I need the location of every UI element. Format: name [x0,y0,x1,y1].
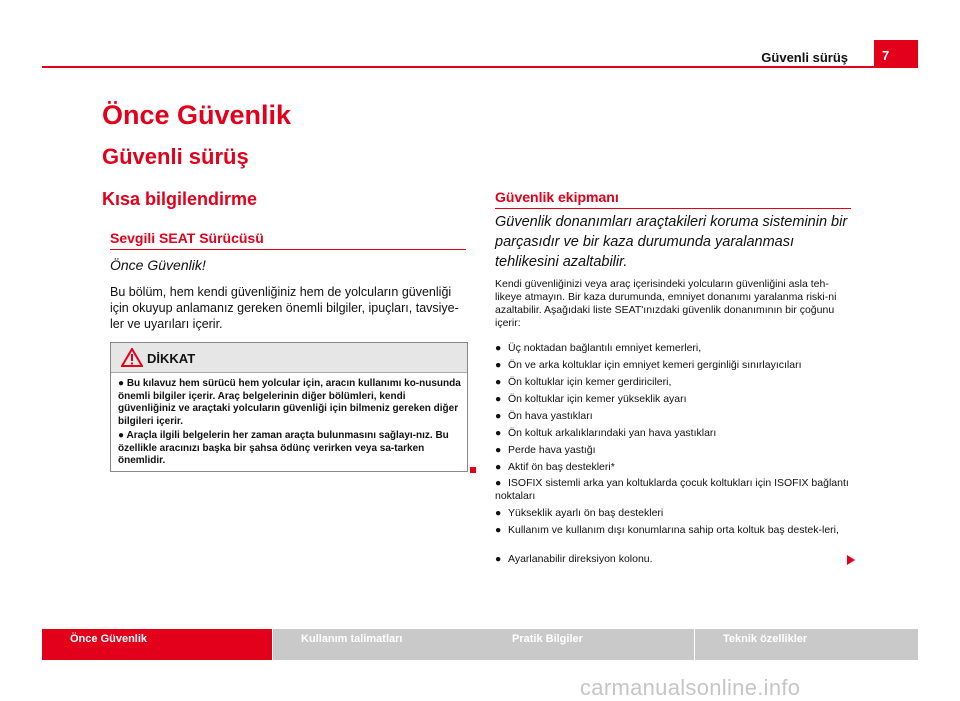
bullet-marker: ● [118,430,125,441]
warning-item [118,430,462,468]
chapter-title: Önce Güvenlik [102,100,292,130]
bullet-marker: ● [495,477,502,489]
list-item [495,410,855,423]
list-item-text: Aktif ön baş destekleri* [508,461,615,473]
list-item-text: Yükseklik ayarlı ön baş destekleri [508,507,664,519]
list-item [495,359,855,372]
warning-header [111,343,467,373]
list-item-text: Üç noktadan bağlantılı emniyet kemerleri, [508,342,702,354]
bullet-marker: ● [495,507,502,519]
body-paragraph: Kendi güvenliğinizi veya araç içerisindeki yolcuların güvenliğini asla teh-likeye atmayın. Bir kaza durumunda, emniyet donanımı yaralanma riski-ni azaltabilir. Aşağıdaki liste SEAT'ınızdaki güvenlik donanımının bir çoğunu içerir: [495,278,837,329]
footer-tab-teknik-ozellikler[interactable]: Teknik özellikler [695,629,918,660]
bullet-marker: ● [495,427,502,439]
bullet-marker: ● [495,393,502,405]
italic-slogan: Önce Güvenlik! [110,257,206,273]
list-item-text: Ön hava yastıkları [508,410,593,422]
intro-paragraph: Bu bölüm, hem kendi güvenliğiniz hem de yolcuların güvenliği için okuyup anlamanız gereken önemli bilgiler, ipuçları, tavsiye-ler ve uyarıları içerir. [110,285,459,331]
list-item-text: Ön koltuklar için kemer yükseklik ayarı [508,393,687,405]
bullet-marker: ● [118,378,125,389]
bullet-marker: ● [495,553,502,565]
list-item [495,461,855,474]
list-item [495,393,855,406]
list-item [495,342,855,355]
bullet-marker: ● [495,461,502,473]
footer-tab-once-guvenlik[interactable]: Önce Güvenlik [42,629,272,660]
subsection-title: Kısa bilgilendirme [102,189,258,209]
bullet-marker: ● [495,359,502,371]
list-item-text: ISOFIX sistemli arka yan koltuklarda çocuk koltukları için ISOFIX bağlantı noktaları [495,477,849,502]
left-section-heading: Sevgili SEAT Sürücüsü [110,230,466,250]
italic-lead-paragraph: Güvenlik donanımları araçtakileri koruma sisteminin bir parçasıdır ve bir kaza durumunda yaralanması tehlikesini azaltabilir. [495,214,848,270]
bullet-marker: ● [495,410,502,422]
warning-item [118,378,462,428]
right-section-heading: Güvenlik ekipmanı [495,189,851,209]
page-number: 7 [874,40,918,68]
watermark: carmanualsonline.info [580,675,801,700]
header-rule [42,66,874,68]
list-item [495,553,855,566]
bullet-marker: ● [495,342,502,354]
list-item [495,477,855,503]
bullet-marker: ● [495,524,502,536]
section-end-marker [470,467,476,473]
list-item [495,507,855,520]
continue-arrow-icon [847,555,855,565]
footer-tab-pratik-bilgiler[interactable]: Pratik Bilgiler [484,629,694,660]
list-item-text: Ön ve arka koltuklar için emniyet kemeri gerginliği sınırlayıcıları [508,359,802,371]
warning-title: DİKKAT [147,351,196,366]
list-item [495,376,855,389]
warning-item-text: Bu kılavuz hem sürücü hem yolcular için, aracın kullanımı ko-nusunda önemli bilgiler içerir. Araç belgelerinin diğer bölümleri, kendi güvenliğiniz ve araçtaki yolcuların güvenliği için bilmeniz gereken diğer bilgileri içerir. [118,378,461,427]
footer-tab-kullanim-talimatlari[interactable]: Kullanım talimatları [273,629,503,660]
list-item [495,427,855,440]
warning-box [110,342,468,472]
bullet-marker: ● [495,376,502,388]
running-header-title: Güvenli sürüş [761,50,848,65]
list-item [495,524,855,537]
warning-item-text: Araçla ilgili belgelerin her zaman araçta bulunmasını sağlayı-nız. Bu özellikle aracınızı başka bir şahsa ödünç verirken veya sa-tarken önemlidir. [118,430,449,466]
list-item [495,444,855,457]
section-title: Güvenli sürüş [102,144,249,169]
bullet-marker: ● [495,444,502,456]
list-item-text: Perde hava yastığı [508,444,596,456]
list-item-text: Ön koltuk arkalıklarındaki yan hava yastıkları [508,427,717,439]
list-item-text: Ön koltuklar için kemer gerdiricileri, [508,376,672,388]
warning-triangle-icon [121,348,143,367]
list-item-text: Kullanım ve kullanım dışı konumlarına sahip orta koltuk baş destek-leri, [508,524,839,536]
list-item-text: Ayarlanabilir direksiyon kolonu. [508,553,653,565]
